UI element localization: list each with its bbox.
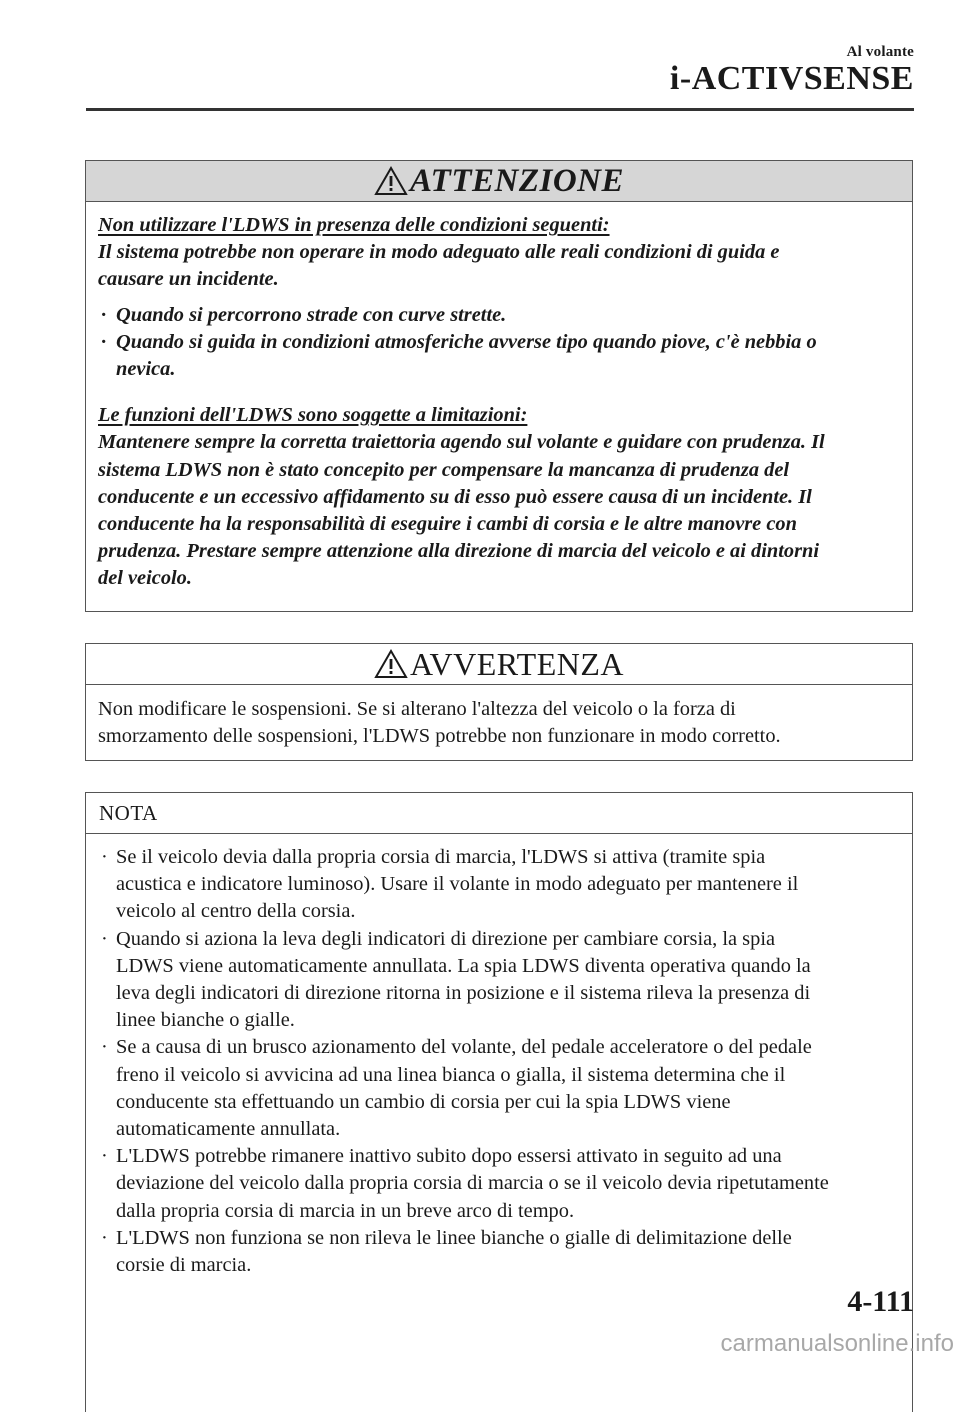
nota-header (86, 793, 912, 834)
avvertenza-header (86, 644, 912, 685)
nota-bullet (98, 844, 898, 926)
text-line: sistema LDWS non è stato concepito per compensare la mancanza di prudenza del (98, 458, 790, 481)
bullet-continuation: linee bianche o gialle. (116, 1009, 295, 1032)
avvertenza-title: AVVERTENZA (409, 645, 625, 682)
attenzione-heading-2: Le funzioni dell'LDWS sono soggette a limitazioni: (98, 404, 528, 427)
bullet-continuation: acustica e indicatore luminoso). Usare il volante in modo adeguato per mantenere il (116, 873, 799, 896)
bullet-continuation: LDWS viene automaticamente annullata. La spia LDWS diventa operativa quando la (116, 954, 811, 977)
bullet-continuation: dalla propria corsia di marcia in un breve arco di tempo. (116, 1199, 575, 1222)
warning-triangle-icon (374, 166, 408, 196)
bullet-item: · Quando si percorrono strade con curve strette. (101, 303, 507, 326)
attenzione-title: ATTENZIONE (409, 162, 625, 199)
bullet-item: · Quando si guida in condizioni atmosferiche avverse tipo quando piove, c'è nebbia o (101, 330, 817, 353)
text-line: del veicolo. (98, 567, 192, 590)
header-divider (86, 108, 914, 111)
attenzione-body (86, 202, 912, 593)
text-line: prudenza. Prestare sempre attenzione alla direzione di marcia del veicolo e ai dintorni (98, 540, 820, 563)
text-line: smorzamento delle sospensioni, l'LDWS potrebbe non funzionare in modo corretto. (98, 725, 781, 748)
text-line: Il sistema potrebbe non operare in modo adeguato alle reali condizioni di guida e (98, 241, 780, 264)
watermark: carmanualsonline.info (720, 1330, 954, 1357)
bullet-continuation: nevica. (116, 358, 176, 381)
bullet-item: · L'LDWS non funziona se non rileva le linee bianche o gialle di delimitazione delle (101, 1226, 792, 1249)
avvertenza-body (86, 685, 912, 750)
nota-box (85, 792, 913, 1412)
text-line: conducente ha la responsabilità di eseguire i cambi di corsia e le altre manovre con (98, 513, 797, 536)
text-line: causare un incidente. (98, 268, 279, 291)
page-title: i-ACTIVSENSE (669, 60, 914, 97)
bullet-continuation: leva degli indicatori di direzione ritorna in posizione e il sistema rileva la presenza di (116, 982, 811, 1005)
nota-bullet (98, 1143, 898, 1225)
bullet-continuation: corsie di marcia. (116, 1254, 252, 1277)
avvertenza-box (85, 643, 913, 761)
nota-title: NOTA (99, 800, 158, 825)
bullet-item: · Se a causa di un brusco azionamento del volante, del pedale acceleratore o del pedale (101, 1036, 812, 1059)
section-label: Al volante (846, 44, 914, 60)
text-line: Non modificare le sospensioni. Se si alterano l'altezza del veicolo o la forza di (98, 698, 736, 720)
bullet-continuation: automaticamente annullata. (116, 1118, 341, 1141)
text-line: conducente e un eccessivo affidamento su di esso può essere causa di un incidente. Il (98, 485, 812, 508)
bullet-item: · Quando si aziona la leva degli indicatori di direzione per cambiare corsia, la spia (101, 927, 776, 950)
nota-bullet (98, 1225, 898, 1279)
warning-triangle-icon (374, 649, 408, 679)
page-number: 4-111 (847, 1285, 914, 1318)
bullet-continuation: veicolo al centro della corsia. (116, 900, 356, 923)
bullet-item: · Se il veicolo devia dalla propria corsia di marcia, l'LDWS si attiva (tramite spia (101, 846, 766, 868)
attenzione-heading-1: Non utilizzare l'LDWS in presenza delle condizioni seguenti: (98, 214, 610, 236)
bullet-item: · L'LDWS potrebbe rimanere inattivo subito dopo essersi attivato in seguito ad una (101, 1145, 782, 1168)
bullet-continuation: freno il veicolo si avvicina ad una linea bianca o gialla, il sistema determina che il (116, 1063, 786, 1086)
nota-bullet (98, 926, 898, 1035)
bullet-continuation: conducente sta effettuando un cambio di corsia per cui la spia LDWS viene (116, 1090, 731, 1113)
nota-bullet (98, 1034, 898, 1143)
bullet-continuation: deviazione del veicolo dalla propria corsia di marcia o se il veicolo devia ripetutamente (116, 1172, 829, 1195)
attenzione-header (86, 161, 912, 202)
attenzione-box (85, 160, 913, 612)
text-line: Mantenere sempre la corretta traiettoria agendo sul volante e guidare con prudenza. Il (98, 431, 825, 454)
nota-body (86, 834, 912, 1279)
